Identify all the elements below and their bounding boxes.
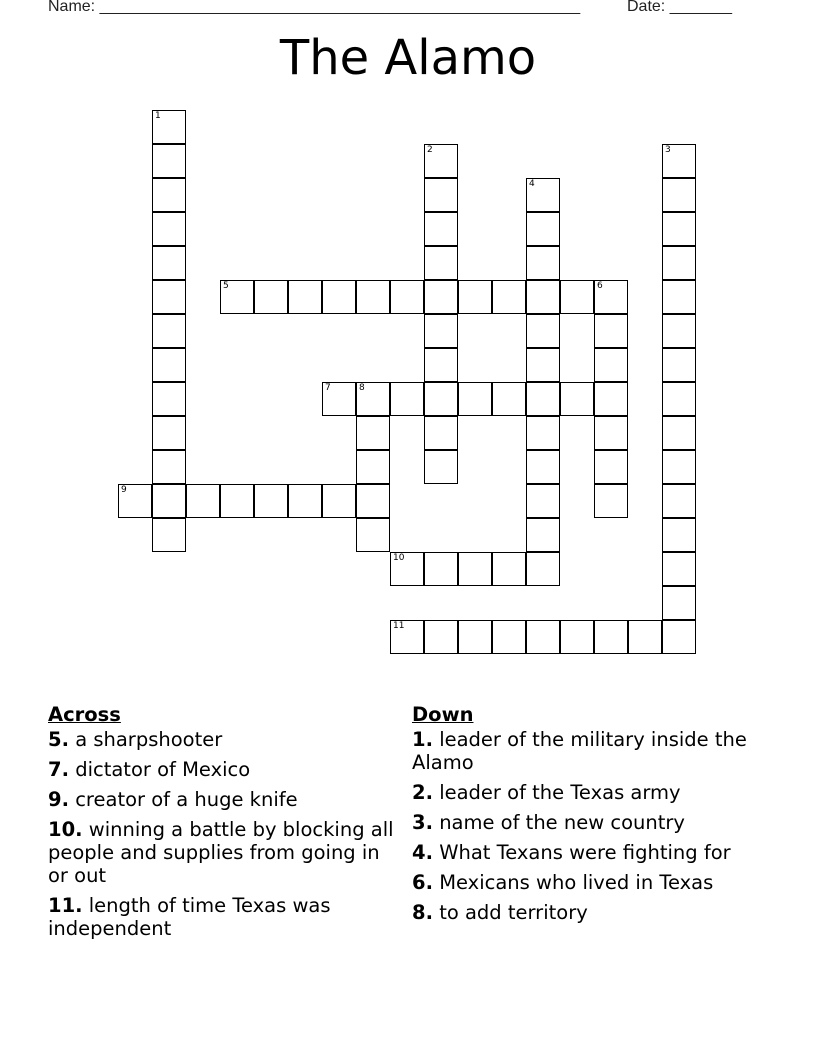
grid-cell[interactable] [560,382,594,416]
clue-text: to add territory [439,901,588,924]
grid-cell[interactable] [492,620,526,654]
grid-cell[interactable] [424,314,458,348]
grid-cell[interactable] [662,450,696,484]
grid-cell[interactable] [424,280,458,314]
grid-cell[interactable] [424,212,458,246]
page-title: The Alamo [279,30,537,86]
grid-cell[interactable] [526,620,560,654]
clue-text: winning a battle by blocking all people and supplies from going in or out [48,818,394,887]
grid-cell[interactable] [390,382,424,416]
grid-cell[interactable] [424,144,458,178]
grid-cell[interactable] [662,144,696,178]
down-heading: Down [412,703,474,726]
grid-cell[interactable] [118,484,152,518]
grid-cell[interactable] [458,620,492,654]
grid-cell[interactable] [356,484,390,518]
grid-cell[interactable] [662,382,696,416]
grid-cell[interactable] [662,212,696,246]
grid-cell[interactable] [220,280,254,314]
clue-number: 5. [48,728,69,751]
grid-cell[interactable] [526,552,560,586]
grid-cell[interactable] [424,620,458,654]
grid-cell[interactable] [526,348,560,382]
across-heading: Across [48,703,121,726]
grid-cell[interactable] [322,280,356,314]
grid-cell[interactable] [424,552,458,586]
clue-number-label: 3 [665,145,671,155]
grid-cell[interactable] [662,280,696,314]
grid-cell[interactable] [526,518,560,552]
grid-cell[interactable] [594,450,628,484]
grid-cell[interactable] [662,314,696,348]
clue-number-label: 9 [121,485,127,495]
clue-down-6 [412,871,762,894]
clue-number: 8. [412,901,433,924]
grid-cell[interactable] [662,348,696,382]
clue-text: creator of a huge knife [75,788,298,811]
across-clues [48,703,400,947]
clue-text: leader of the Texas army [439,781,681,804]
clue-number-label: 4 [529,179,535,189]
grid-cell[interactable] [560,620,594,654]
grid-cell[interactable] [152,110,186,144]
clue-number: 1. [412,728,433,751]
grid-cell[interactable] [186,484,220,518]
grid-cell[interactable] [322,484,356,518]
grid-cell[interactable] [152,144,186,178]
grid-cell[interactable] [594,484,628,518]
clue-text: a sharpshooter [75,728,223,751]
grid-cell[interactable] [560,280,594,314]
clue-across-9 [48,788,400,811]
grid-cell[interactable] [458,552,492,586]
grid-cell[interactable] [424,246,458,280]
grid-cell[interactable] [424,450,458,484]
clue-down-1 [412,728,762,774]
grid-cell[interactable] [526,280,560,314]
clue-number-label: 7 [325,383,331,393]
clue-number: 6. [412,871,433,894]
clue-text: What Texans were fighting for [439,841,731,864]
grid-cell[interactable] [526,212,560,246]
clue-across-11 [48,894,400,940]
grid-cell[interactable] [526,450,560,484]
clue-number-label: 5 [223,281,229,291]
clue-text: name of the new country [439,811,685,834]
grid-cell[interactable] [594,620,628,654]
clue-number: 4. [412,841,433,864]
grid-cell[interactable] [152,178,186,212]
grid-cell[interactable] [662,246,696,280]
clue-text: dictator of Mexico [75,758,251,781]
clue-across-7 [48,758,400,781]
grid-cell[interactable] [628,620,662,654]
clue-number-label: 1 [155,111,161,121]
clue-down-2 [412,781,762,804]
clue-number: 2. [412,781,433,804]
clue-number: 11. [48,894,83,917]
grid-cell[interactable] [662,552,696,586]
grid-cell[interactable] [152,246,186,280]
grid-cell[interactable] [662,586,696,620]
clue-text: Mexicans who lived in Texas [439,871,714,894]
grid-cell[interactable] [492,552,526,586]
grid-cell[interactable] [152,518,186,552]
grid-cell[interactable] [492,280,526,314]
grid-cell[interactable] [254,484,288,518]
grid-cell[interactable] [662,178,696,212]
clue-down-4 [412,841,762,864]
grid-cell[interactable] [458,280,492,314]
clue-number: 7. [48,758,69,781]
clue-number-label: 11 [393,621,405,631]
clue-number-label: 6 [597,281,603,291]
clue-across-10 [48,818,400,887]
grid-cell[interactable] [356,382,390,416]
date-field-label[interactable]: Date: _______ [627,0,732,15]
grid-cell[interactable] [254,280,288,314]
grid-cell[interactable] [356,450,390,484]
grid-cell[interactable] [390,620,424,654]
grid-cell[interactable] [322,382,356,416]
grid-cell[interactable] [662,484,696,518]
grid-cell[interactable] [424,348,458,382]
grid-cell[interactable] [526,246,560,280]
clue-number: 10. [48,818,83,841]
clue-number: 9. [48,788,69,811]
grid-cell[interactable] [594,382,628,416]
name-field-label[interactable]: Name: ______________________________________________________ [48,0,581,15]
grid-cell[interactable] [152,484,186,518]
grid-cell[interactable] [356,416,390,450]
grid-cell[interactable] [594,416,628,450]
grid-cell[interactable] [526,416,560,450]
grid-cell[interactable] [594,314,628,348]
grid-cell[interactable] [356,518,390,552]
grid-cell[interactable] [526,178,560,212]
grid-cell[interactable] [152,382,186,416]
grid-cell[interactable] [492,382,526,416]
grid-cell[interactable] [356,280,390,314]
grid-cell[interactable] [220,484,254,518]
grid-cell[interactable] [288,484,322,518]
grid-cell[interactable] [526,382,560,416]
grid-cell[interactable] [152,314,186,348]
grid-cell[interactable] [424,416,458,450]
grid-cell[interactable] [152,280,186,314]
grid-cell[interactable] [152,348,186,382]
clue-number: 3. [412,811,433,834]
grid-cell[interactable] [662,518,696,552]
grid-cell[interactable] [662,620,696,654]
clue-number-label: 8 [359,383,365,393]
clue-across-5 [48,728,400,751]
grid-cell[interactable] [288,280,322,314]
grid-cell[interactable] [594,348,628,382]
grid-cell[interactable] [458,382,492,416]
clue-number-label: 2 [427,145,433,155]
clue-number-label: 10 [393,553,405,563]
grid-cell[interactable] [424,382,458,416]
grid-cell[interactable] [390,552,424,586]
grid-cell[interactable] [662,416,696,450]
grid-cell[interactable] [424,178,458,212]
grid-cell[interactable] [526,484,560,518]
grid-cell[interactable] [390,280,424,314]
grid-cell[interactable] [152,450,186,484]
grid-cell[interactable] [594,280,628,314]
clue-text: length of time Texas was independent [48,894,331,940]
grid-cell[interactable] [526,314,560,348]
grid-cell[interactable] [152,212,186,246]
grid-cell[interactable] [152,416,186,450]
clue-down-8 [412,901,762,924]
down-clues [412,703,762,931]
clue-text: leader of the military inside the Alamo [412,728,747,774]
clue-down-3 [412,811,762,834]
